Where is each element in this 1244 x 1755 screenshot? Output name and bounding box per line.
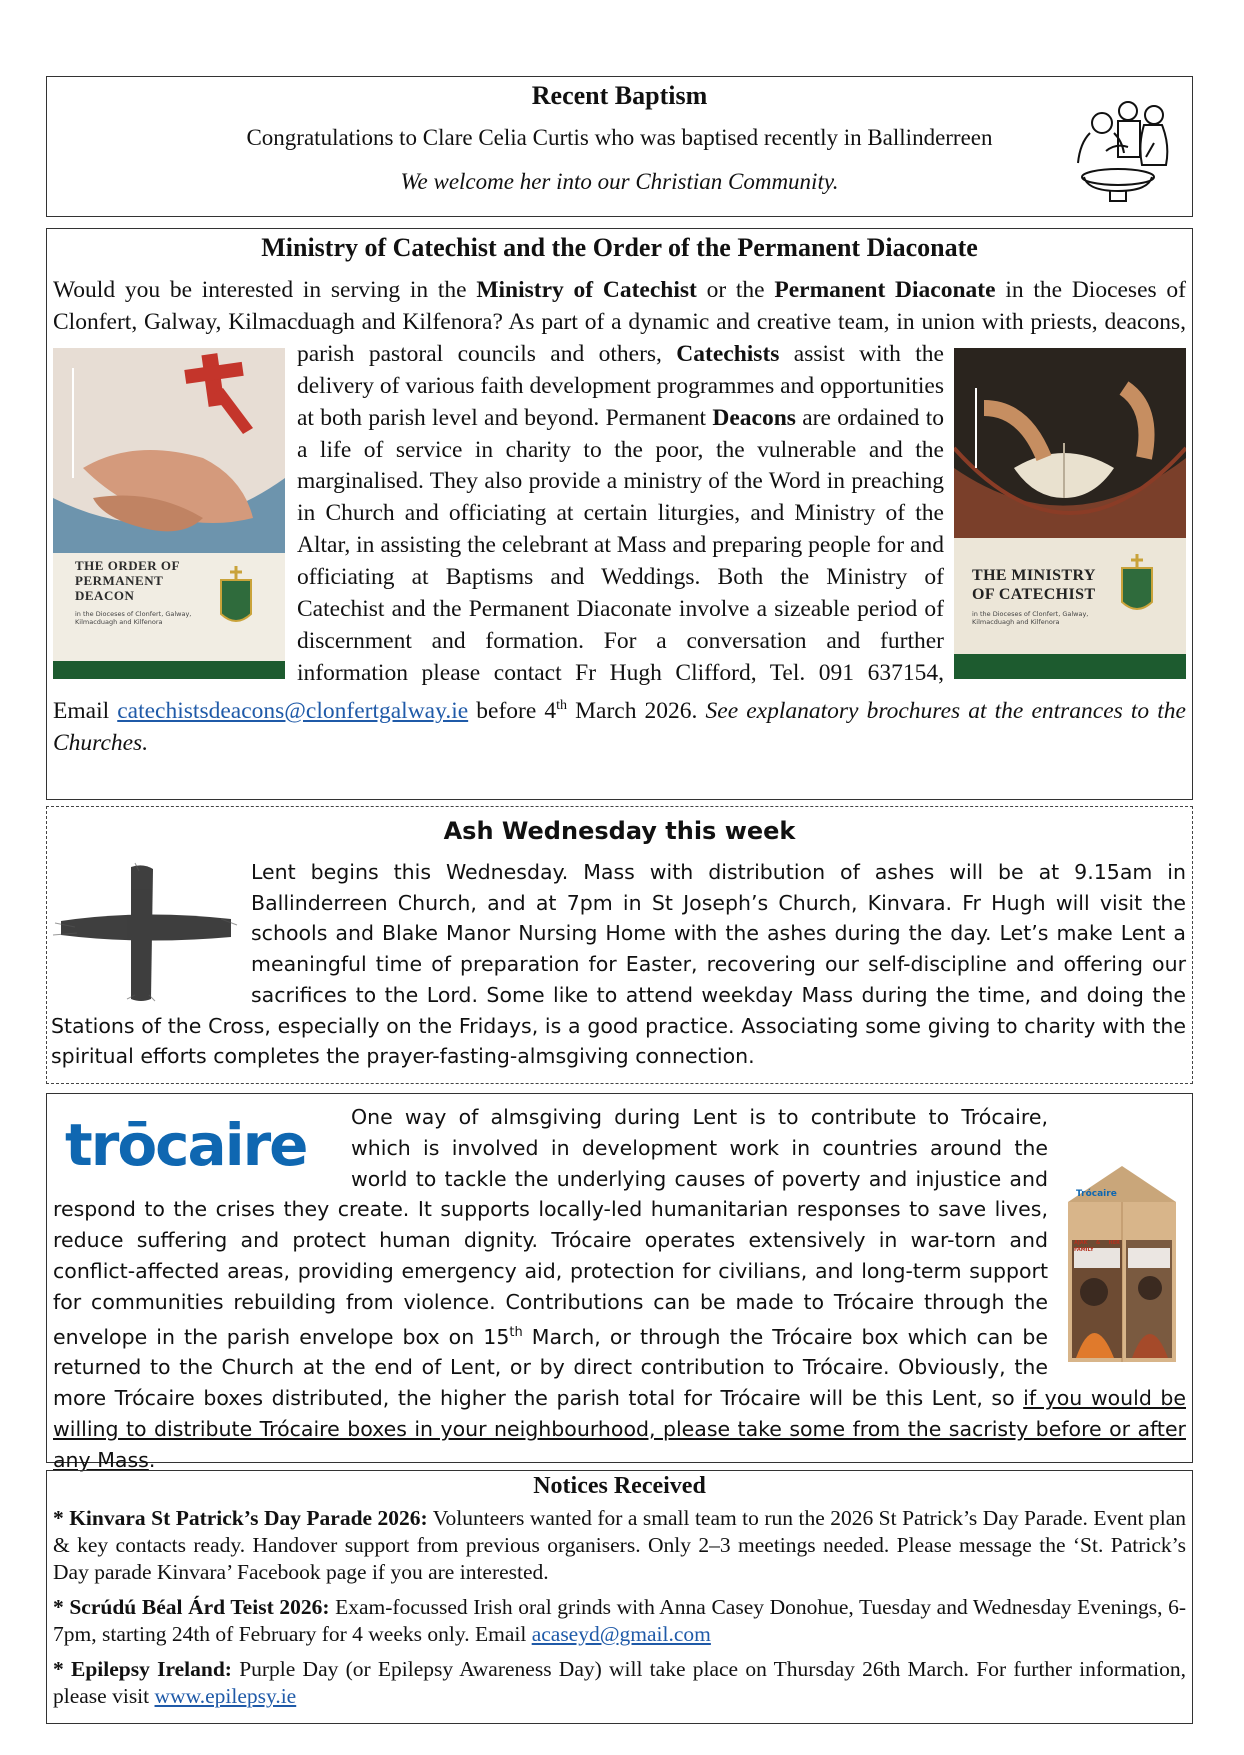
brochure-title-line: PERMANENT [75,572,164,588]
ash-title: Ash Wednesday this week [443,817,796,845]
notice-email-link[interactable]: acaseyd@gmail.com [531,1622,711,1646]
brochure-title-line: OF CATECHIST [972,585,1096,603]
ministry-catechists-bold: Catechists [676,340,780,367]
trocaire-box-image [1058,1162,1186,1370]
brochure-sub-line: Kilmacduagh and Kilfenora [972,617,1060,626]
brochure-sub-line: in the Dioceses of Clonfert, Galway, [75,609,192,618]
ash-text: Lent begins this Wednesday. Mass with distribution of ashes will be at 9.15am in Ballinderreen Church, and at 7pm in St Joseph’s Church, Kinvara. Fr Hugh will visit the schools and Blake Manor Nursing Home with the ashes during the day. Let’s make Lent a meaningful time of preparation for Easter, recovering our self-discipline and offering our sacrifices to the Lord. Some like to attend weekday Mass during the time, and doing the Stations of the Cross, especially on the Fridays, is a good practice. Associating some giving to charity with the spiritual efforts completes the prayer-fasting-almsgiving connection. [51,860,1186,1069]
trocaire-box-family: AJAK & HER FAMILY [1074,1240,1120,1253]
catechist-brochure-subtitle [972,610,1088,626]
ministry-text: Would you be interested in serving in the [53,277,477,303]
catechist-brochure [950,348,1186,682]
trocaire-logo [53,1102,343,1188]
baptism-illustration [1066,93,1182,203]
brochure-title-line: THE ORDER OF [75,557,180,573]
baptism-title: Recent Baptism [531,81,708,110]
notice-item [53,1594,1186,1648]
baptism-welcome: We welcome her into our Christian Community. [400,169,839,194]
trocaire-text: March, or through the Trócaire box which can be returned to the Church at the end of Lent, or by direct contribution to Trócaire. Obviously, the more Trócaire boxes distributed, the higher the parish total for Trócaire will be this Lent, so [53,1324,1048,1410]
ash-body [51,857,1186,1072]
ministry-superscript: th [556,697,568,713]
ministry-deacons-bold: Deacons [712,404,796,431]
trocaire-logo-text: trōcaire [65,1111,307,1179]
notice-item [53,1656,1186,1710]
ash-wednesday-box [46,806,1193,1084]
deacon-brochure-subtitle [75,610,191,626]
notices-title: Notices Received [533,1473,706,1499]
ministry-title: Ministry of Catechist and the Order of the Permanent Diaconate [261,233,978,262]
ministry-body [53,275,1186,759]
brochure-sub-line: Kilmacduagh and Kilfenora [75,617,163,626]
deacon-brochure [53,348,289,682]
ministry-text: are ordained to a life of service in charity to the poor, the vulnerable and the marginalised. They also provide a ministry of the Word in preaching in Church and officiating at certain liturgies, and Ministry of the Altar, in assisting the celebrant at Mass and preparing people for and officiating at Baptisms and Weddings. Both the Ministry of Catechist and the Permanent Diaconate involve a sizeable period of discernment and formation. For a conversation and further information please contact Fr Hugh Clifford, Tel. 091 637154, Email [53,404,944,724]
notices-box [46,1470,1193,1724]
ministry-email-link[interactable]: catechistsdeacons@clonfertgalway.ie [117,697,469,724]
trocaire-body [53,1102,1186,1475]
notice-heading: * Epilepsy Ireland: [53,1657,232,1681]
notice-heading: * Kinvara St Patrick’s Day Parade 2026: [53,1506,428,1530]
ministry-text: before 4 [468,697,557,724]
ministry-brochures-note: See explanatory brochures at the entrances to the Churches. [53,697,1186,756]
trocaire-text: . [148,1447,156,1472]
catechist-brochure-title [972,566,1096,604]
notice-item [53,1505,1186,1586]
ministry-catechist-bold: Ministry of Catechist [476,277,697,303]
brochure-sub-line: in the Dioceses of Clonfert, Galway, [972,609,1089,618]
notices-list [53,1505,1186,1718]
trocaire-box-label: Trócaire [1076,1189,1117,1199]
notice-heading: * Scrúdú Béal Árd Teist 2026: [53,1595,330,1619]
notice-text: Volunteers wanted for a small team to run the 2026 St Patrick’s Day Parade. Event plan & key contacts ready. Handover support from previous organisers. Only 2–3 meetings needed. Please message the ‘St. Patrick’s Day parade Kinvara’ Facebook page if you are interested. [53,1506,1186,1584]
ministry-text: in the Dioceses of Clonfert, Galway, Kilmacduagh and Kilfenora? As part of a dynamic and creative team, in union with priests, deacons, parish pastoral councils and others, [53,277,1186,367]
notice-text: Purple Day (or Epilepsy Awareness Day) will take place on Thursday 26th March. For further information, please visit [53,1657,1186,1708]
ministry-diaconate-bold: Permanent Diaconate [774,277,996,303]
notice-website-link[interactable]: www.epilepsy.ie [154,1684,297,1708]
ministry-box [46,228,1193,800]
ministry-text: or the [696,277,775,303]
notice-text: Exam-focussed Irish oral grinds with Anna Casey Donohue, Tuesday and Wednesday Evenings, 6-7pm, starting 24th of February for 4 weeks only. Email [53,1595,1186,1646]
deacon-brochure-title [75,558,180,603]
brochure-title-line: DEACON [75,587,135,603]
ministry-text: assist with the delivery of various faith development programmes and opportunities at both parish level and beyond. Permanent [297,340,944,431]
baptism-congratulations: Congratulations to Clare Celia Curtis who was baptised recently in Ballinderreen [246,125,993,150]
trocaire-box [46,1093,1193,1472]
baptism-box [46,76,1193,217]
ash-cross-icon [51,861,241,1003]
trocaire-superscript: th [509,1324,523,1340]
ministry-text: March 2026. [567,697,706,724]
brochure-title-line: THE MINISTRY [972,566,1096,584]
trocaire-distribute-request: if you would be willing to distribute Trócaire boxes in your neighbourhood, please take some from the sacristy before or after any Mass [53,1386,1186,1472]
trocaire-text: One way of almsgiving during Lent is to contribute to Trócaire, which is involved in development work in countries around the world to tackle the underlying causes of poverty and injustice and respond to the crises they create. It supports locally-led humanitarian responses to save lives, reduce suffering and protect human dignity. Trócaire operates extensively in war-torn and conflict-affected areas, providing emergency aid, protection for civilians, and long-term support for communities rebuilding from violence. Contributions can be made to Trócaire through the envelope in the parish envelope box on 15 [53,1105,1048,1349]
